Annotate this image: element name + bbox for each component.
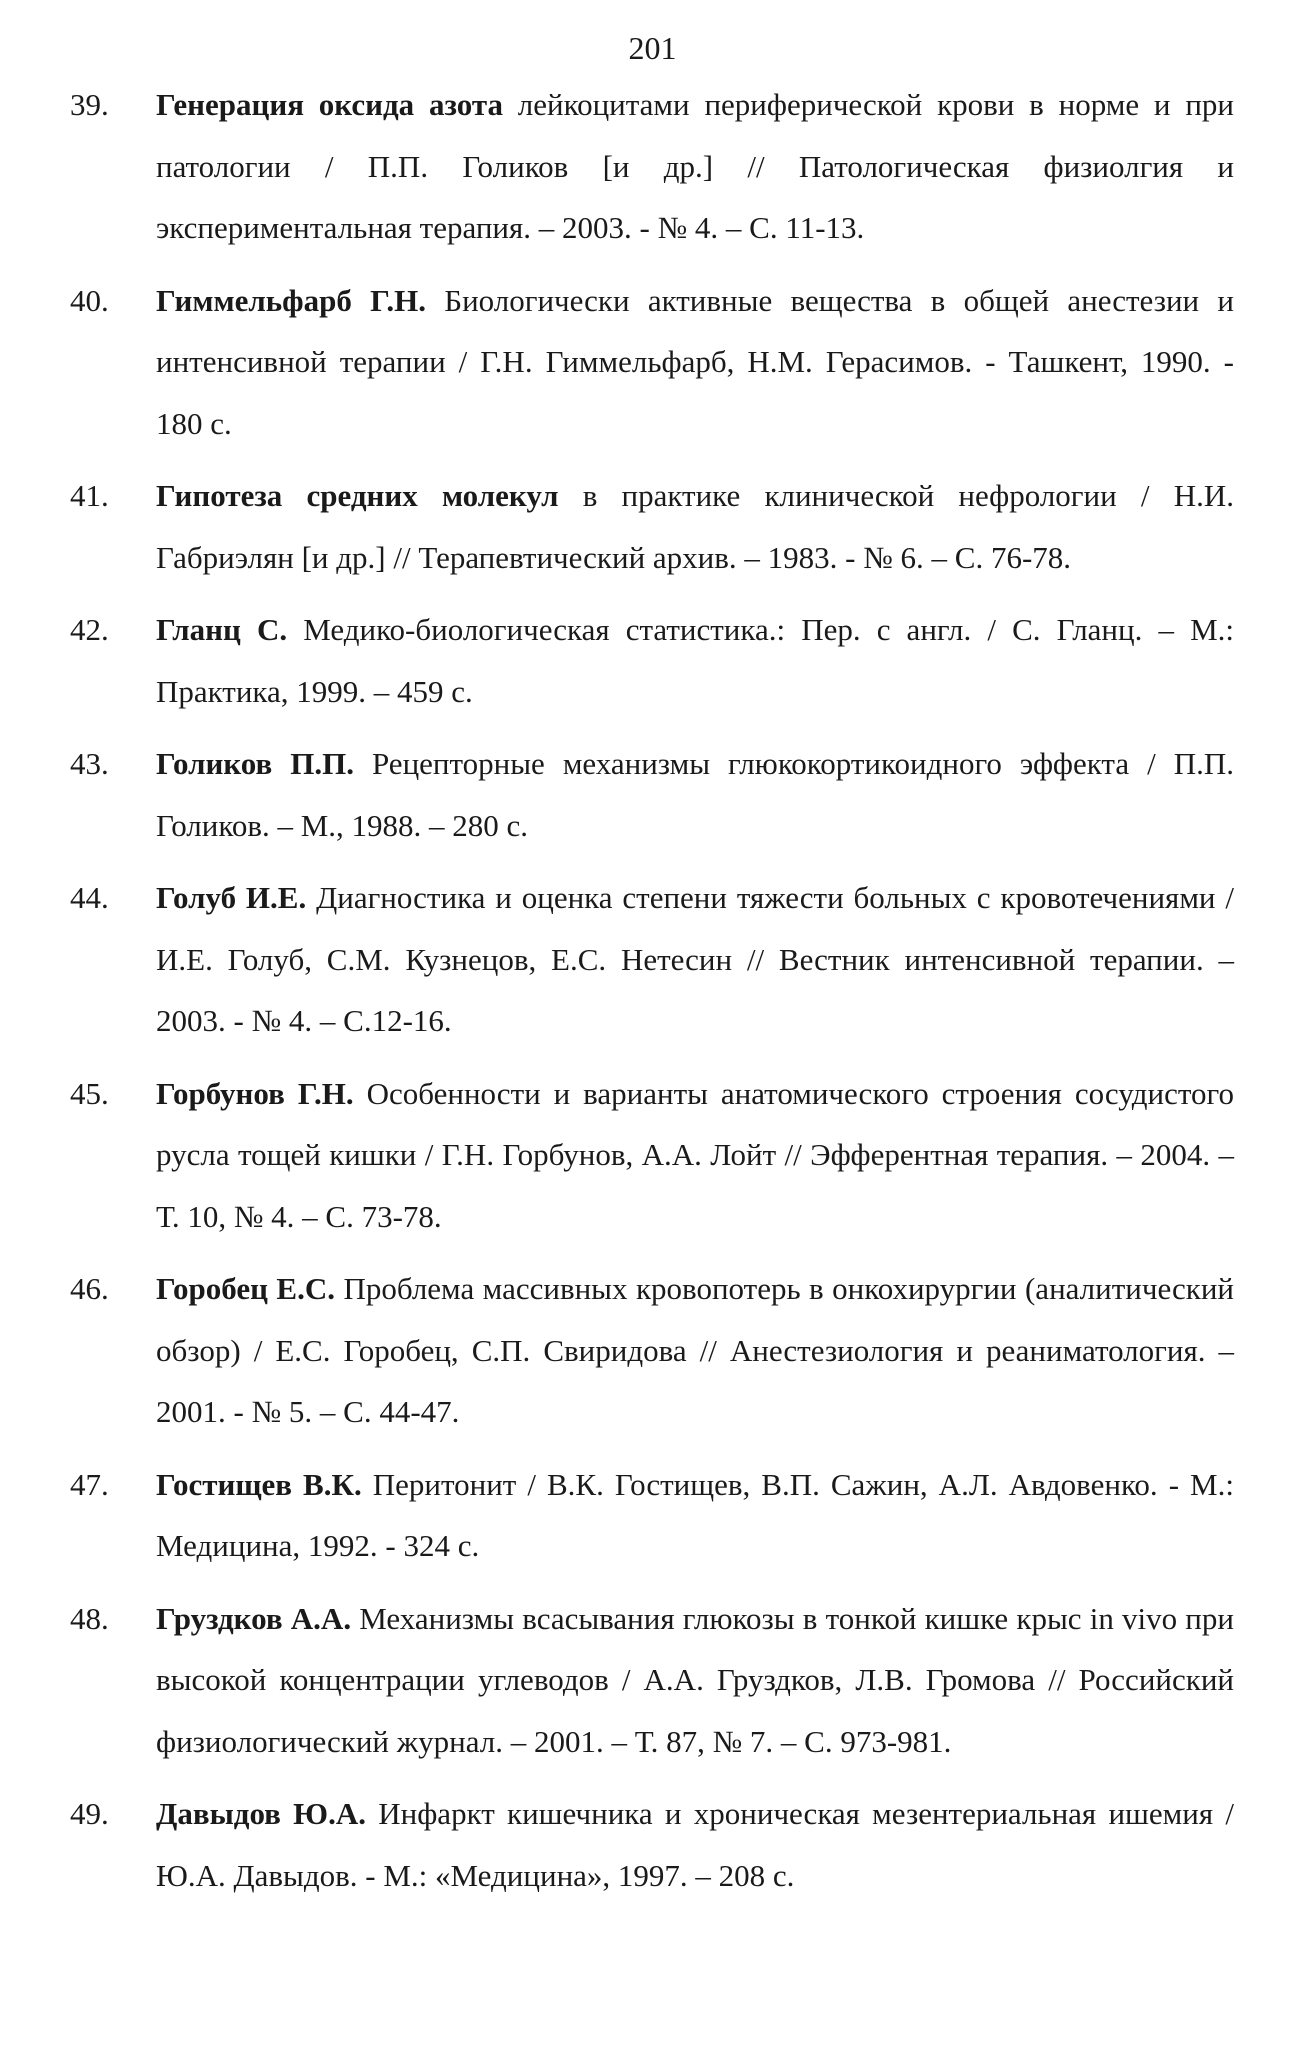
reference-text <box>156 270 1234 455</box>
reference-author: Голуб И.Е. <box>156 880 307 915</box>
reference-number: 40. <box>70 282 109 318</box>
reference-description: Перитонит / В.К. Гостищев, В.П. Сажин, А.Л. Авдовенко. - М.: Медицина, 1992. - 324 с. <box>156 1466 1234 1563</box>
reference-item <box>0 1783 1305 1906</box>
reference-text <box>156 465 1234 588</box>
reference-author: Давыдов Ю.А. <box>156 1796 366 1831</box>
reference-item <box>0 1063 1305 1248</box>
reference-author: Горобец Е.С. <box>156 1271 335 1306</box>
reference-number: 44. <box>70 880 109 915</box>
reference-author: Гланц С. <box>156 612 288 647</box>
reference-number: 45. <box>70 1075 109 1111</box>
reference-description: Механизмы всасывания глюкозы в тонкой кишке крыс in vivo при высокой концентрации углеводов / А.А. Груздков, Л.В. Громова // Российский физиологический журнал. – 2001. – Т. 87, № 7. – С. 973-981. <box>156 1600 1234 1759</box>
reference-item <box>0 1588 1305 1773</box>
reference-number: 39. <box>70 87 109 122</box>
reference-number: 43. <box>70 746 109 781</box>
reference-description: Рецепторные механизмы глюкокортикоидного эффекта / П.П. Голиков. – М., 1988. – 280 с. <box>156 746 1234 843</box>
reference-author: Гостищев В.К. <box>156 1466 362 1502</box>
reference-description: Медико-биологическая статистика.: Пер. с англ. / С. Гланц. – М.: Практика, 1999. – 459 с. <box>156 612 1234 709</box>
reference-item <box>0 465 1305 588</box>
reference-author: Горбунов Г.Н. <box>156 1075 354 1111</box>
reference-author: Генерация оксида азота <box>156 87 503 122</box>
reference-text <box>156 599 1234 722</box>
reference-text <box>156 1063 1234 1248</box>
reference-description: Диагностика и оценка степени тяжести больных с кровотечениями / И.Е. Голуб, С.М. Кузнецов, Е.С. Нетесин // Вестник интенсивной терапии. – 2003. - № 4. – С.12-16. <box>156 880 1234 1038</box>
reference-description: Биологически активные вещества в общей анестезии и интенсивной терапии / Г.Н. Гиммельфарб, Н.М. Герасимов. - Ташкент, 1990. - 180 с. <box>156 282 1234 441</box>
reference-item <box>0 74 1305 259</box>
reference-author: Гиммельфарб Г.Н. <box>156 282 426 318</box>
reference-item <box>0 270 1305 455</box>
reference-description: Инфаркт кишечника и хроническая мезентериальная ишемия / Ю.А. Давыдов. - М.: «Медицина», 1997. – 208 с. <box>156 1796 1234 1893</box>
reference-text <box>156 867 1234 1052</box>
reference-item <box>0 867 1305 1052</box>
reference-text <box>156 733 1234 856</box>
reference-number: 47. <box>70 1466 109 1502</box>
reference-item <box>0 733 1305 856</box>
reference-item <box>0 1258 1305 1443</box>
reference-author: Гипотеза средних молекул <box>156 478 559 513</box>
reference-text <box>156 1588 1234 1773</box>
reference-item <box>0 599 1305 722</box>
reference-description: Проблема массивных кровопотерь в онкохирургии (аналитический обзор) / Е.С. Горобец, С.П. Свиридова // Анестезиология и реаниматология. – 2001. - № 5. – С. 44-47. <box>156 1271 1235 1429</box>
reference-text <box>156 1454 1234 1577</box>
page-number: 201 <box>628 30 677 66</box>
reference-item <box>0 1454 1305 1577</box>
reference-author: Голиков П.П. <box>156 746 354 781</box>
reference-number: 46. <box>70 1271 109 1306</box>
reference-text <box>156 1258 1234 1443</box>
reference-number: 41. <box>70 478 109 513</box>
reference-text <box>156 1783 1234 1906</box>
reference-text <box>156 74 1234 259</box>
reference-number: 48. <box>70 1600 109 1636</box>
reference-number: 49. <box>70 1796 109 1831</box>
reference-list <box>0 74 1305 1917</box>
reference-number: 42. <box>70 612 109 647</box>
reference-description: в практике клинической нефрологии / Н.И. Габриэлян [и др.] // Терапевтический архив. – 1983. - № 6. – С. 76-78. <box>156 478 1234 575</box>
reference-author: Груздков А.А. <box>156 1600 352 1636</box>
reference-description: лейкоцитами периферической крови в норме и при патологии / П.П. Голиков [и др.] // Патологическая физиолгия и экспериментальная терапия. – 2003. - № 4. – С. 11-13. <box>156 87 1234 245</box>
reference-description: Особенности и варианты анатомического строения сосудистого русла тощей кишки / Г.Н. Горбунов, А.А. Лойт // Эфферентная терапия. – 2004. – Т. 10, № 4. – С. 73-78. <box>156 1075 1234 1234</box>
